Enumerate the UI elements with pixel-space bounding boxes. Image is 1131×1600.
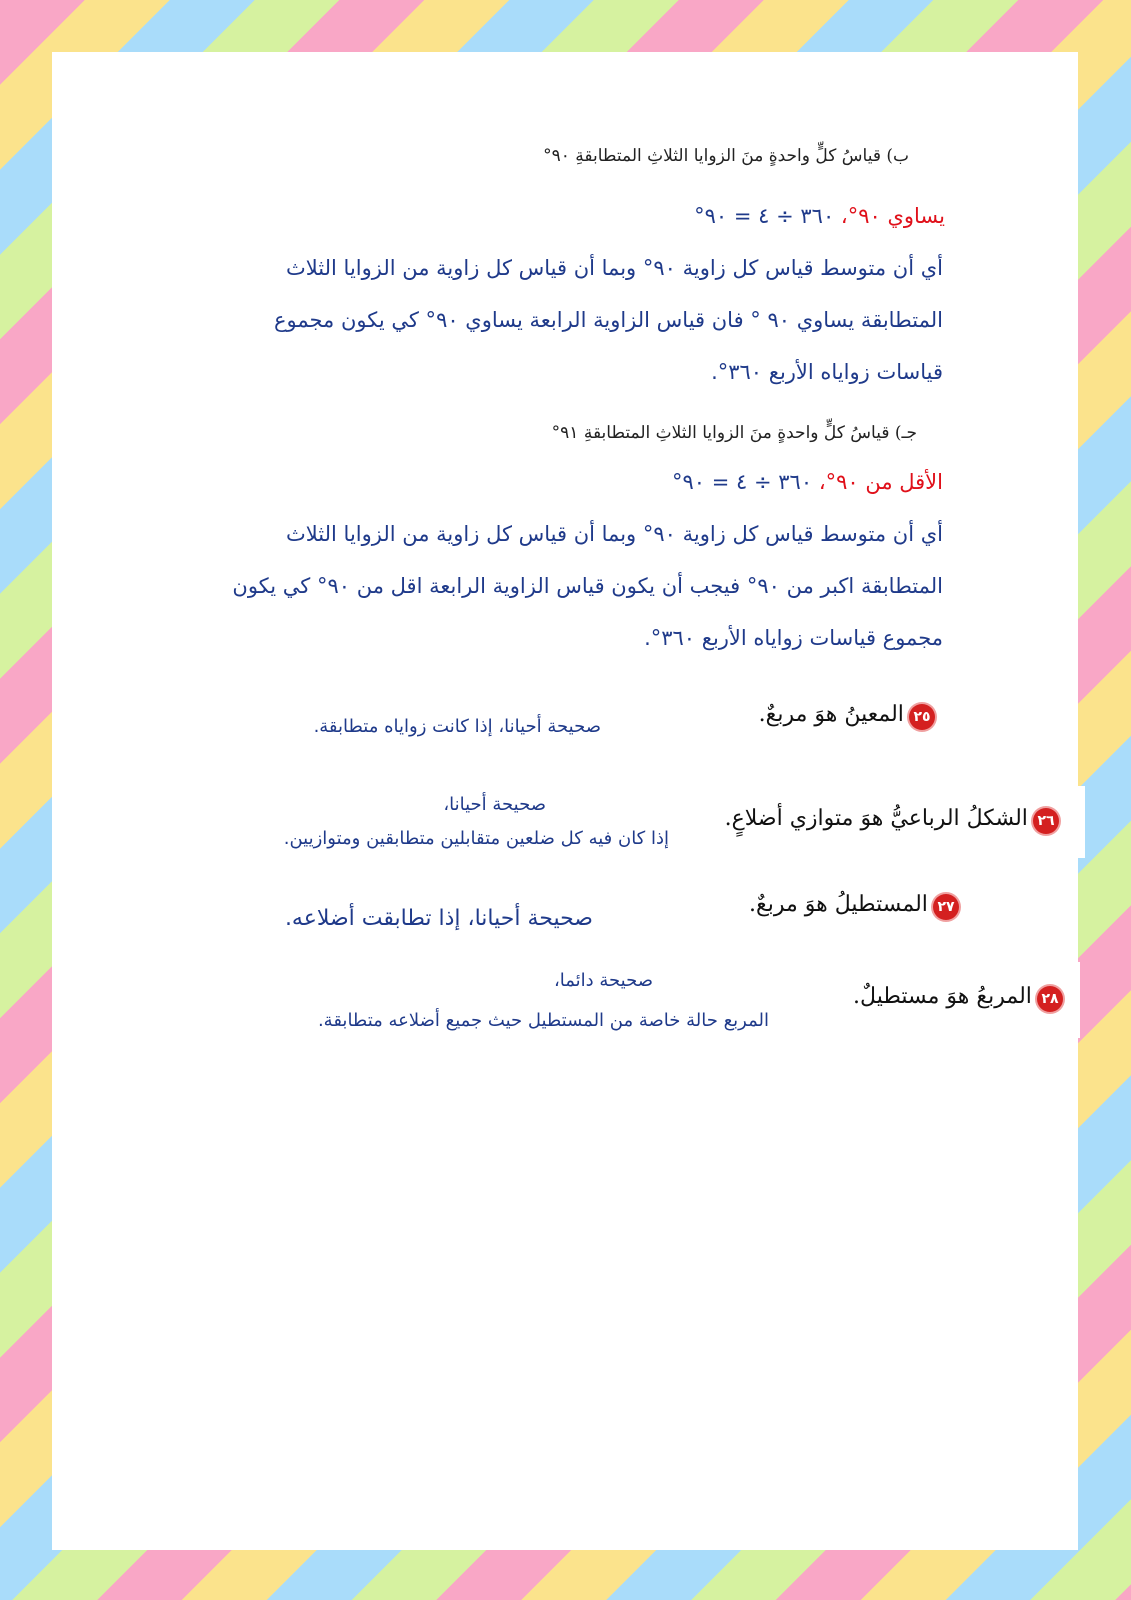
question-28-statement: المربعُ هوَ مستطيلٌ. — [853, 984, 1032, 1009]
question-27-number-badge: ٢٧ — [933, 894, 959, 920]
part-c-explanation-3: مجموع قياسات زواياه الأربع ٣٦٠°. — [644, 626, 943, 650]
question-27 — [749, 892, 959, 920]
question-26-answer-line2: إذا كان فيه كل ضلعين متقابلين متطابقين ومتوازيين. — [283, 828, 669, 849]
part-b-explanation-2: المتطابقة يساوي ٩٠ ° فان قياس الزاوية الرابعة يساوي ٩٠° كي يكون مجموع — [273, 308, 943, 332]
question-27-answer: صحيحة أحيانا، إذا تطابقت أضلاعه. — [284, 906, 593, 931]
part-b-question: ب) قياسُ كلٍّ واحدةٍ منَ الزوايا الثلاثِ المتطابقةِ ٩٠° — [543, 146, 909, 166]
part-b-answer-red: يساوي ٩٠°، — [840, 204, 945, 228]
part-c-answer-red: الأقل من ٩٠°، — [818, 470, 943, 494]
part-c-explanation-2: المتطابقة اكبر من ٩٠° فيجب أن يكون قياس الزاوية الرابعة اقل من ٩٠° كي يكون — [232, 574, 943, 598]
question-25-number-badge: ٢٥ — [909, 704, 935, 730]
question-26 — [725, 806, 1059, 834]
part-b-answer — [694, 204, 945, 228]
part-b-explanation-3: قياسات زواياه الأربع ٣٦٠°. — [711, 360, 943, 384]
question-26-answer-line1: صحيحة أحيانا، — [443, 794, 546, 815]
question-28 — [853, 984, 1063, 1012]
question-26-statement: الشكلُ الرباعيُّ هوَ متوازي أضلاعٍ. — [724, 806, 1028, 831]
part-c-explanation-1: أي أن متوسط قياس كل زاوية ٩٠° وبما أن قياس كل زاوية من الزوايا الثلاث — [286, 522, 943, 546]
question-25 — [759, 702, 935, 730]
question-25-statement: المعينُ هوَ مربعٌ. — [758, 702, 904, 727]
question-28-answer-line1: صحيحة دائما، — [553, 970, 653, 991]
question-25-answer: صحيحة أحيانا، إذا كانت زواياه متطابقة. — [313, 716, 601, 737]
part-c-answer — [672, 470, 943, 494]
part-c-question: جـ) قياسُ كلٍّ واحدةٍ منَ الزوايا الثلاثِ المتطابقةِ ٩١° — [551, 423, 917, 443]
part-c-answer-calc: ٣٦٠ ÷ ٤ = ٩٠° — [672, 470, 813, 494]
part-b-explanation-1: أي أن متوسط قياس كل زاوية ٩٠° وبما أن قياس كل زاوية من الزوايا الثلاث — [286, 256, 943, 280]
question-28-answer-line2: المربع حالة خاصة من المستطيل حيث جميع أضلاعه متطابقة. — [317, 1010, 769, 1031]
question-26-number-badge: ٢٦ — [1033, 808, 1059, 834]
question-28-number-badge: ٢٨ — [1037, 986, 1063, 1012]
part-b-answer-calc: ٣٦٠ ÷ ٤ = ٩٠° — [694, 204, 835, 228]
question-27-statement: المستطيلُ هوَ مربعٌ. — [749, 892, 928, 917]
